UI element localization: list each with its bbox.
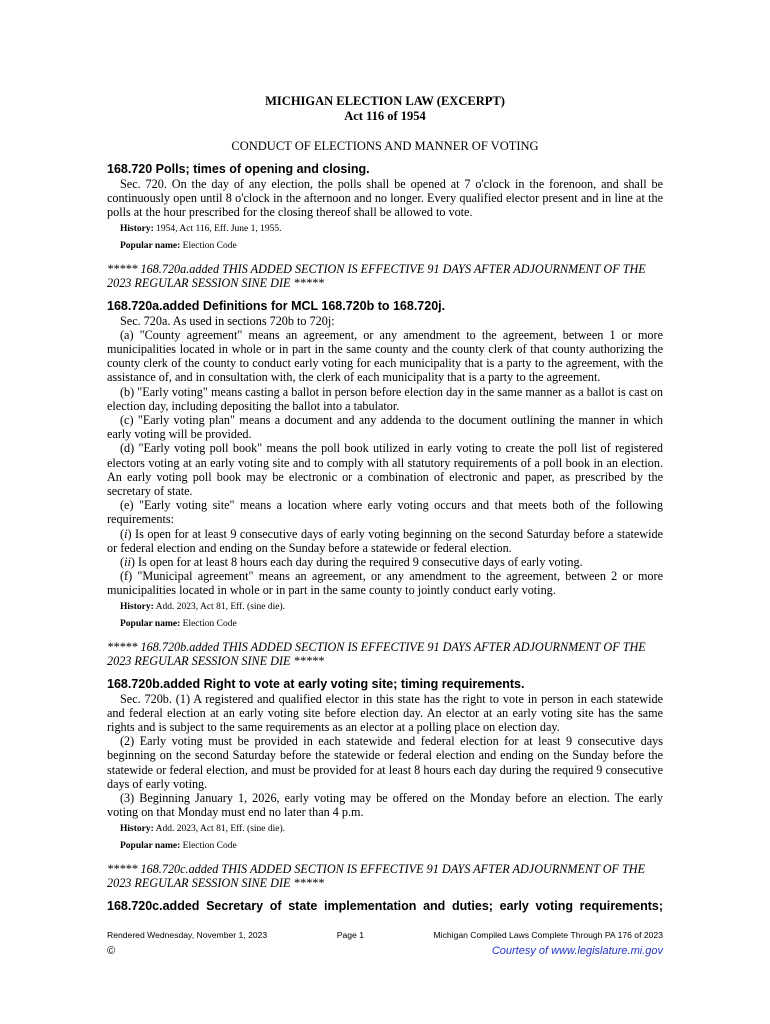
chapter-subheading: CONDUCT OF ELECTIONS AND MANNER OF VOTING: [231, 139, 539, 153]
history-text: Add. 2023, Act 81, Eff. (sine die).: [155, 601, 286, 612]
courtesy-link[interactable]: Courtesy of www.legislature.mi.gov: [491, 945, 663, 957]
document-body: [107, 94, 663, 914]
history-line: [120, 601, 663, 613]
definition-f: (f) "Municipal agreement" means an agreement, or any amendment to the agreement, between 2 or more municipalities located in whole or in part in the same county to jointly conduct early voting.: [107, 569, 663, 598]
history-label: History:: [120, 223, 154, 234]
history-text: Add. 2023, Act 81, Eff. (sine die).: [155, 823, 286, 834]
popular-name-text: Election Code: [182, 240, 237, 251]
popular-name-text: Election Code: [182, 618, 237, 629]
subitem-text: Is open for at least 8 hours each day during the required 9 consecutive days of early voting.: [137, 555, 583, 570]
section-heading-720c: 168.720c.added Secretary of state implementation and duties; early voting requirements;: [107, 898, 663, 913]
definition-d: (d) "Early voting poll book" means the poll book utilized in early voting to create the poll list of registered electors voting at an early voting site and to comply with all statutory requirements of a poll book in an election. An early voting poll book may be electronic or a combination of electronic and paper, as prescribed by the secretary of state.: [107, 441, 663, 499]
section-720-text: Sec. 720. On the day of any election, the polls shall be opened at 7 o'clock in the forenoon, and shall be continuously open until 8 o'clock in the afternoon and no longer. Every qualified elector present and in line at the polls at the hour prescribed for the closing thereof shall be allowed to vote.: [107, 177, 663, 220]
history-line: [120, 223, 663, 235]
definition-e: (e) "Early voting site" means a location where early voting occurs and that meets both of the following requirements:: [107, 498, 663, 527]
page-number: Page 1: [336, 930, 364, 940]
section-heading-720b: 168.720b.added Right to vote at early voting site; timing requirements.: [107, 676, 525, 691]
definition-a: (a) "County agreement" means an agreement, or any amendment to the agreement, between 1 or more municipalities located in whole or in part in the same county and the county clerk of that county authorizing the county clerk of the county to conduct early voting for each municipality that is a party to the agreement, with the assistance of, and in consultation with, the clerk of each municipality that is a party to the agreement.: [107, 327, 663, 385]
section-heading-720: 168.720 Polls; times of opening and closing.: [107, 162, 370, 176]
subitem-number: ii: [124, 555, 131, 570]
section-720b-sub3: (3) Beginning January 1, 2026, early voting may be offered on the Monday before an election. The early voting on that Monday must end no later than 4 p.m.: [107, 791, 663, 820]
section-720b-sub1: Sec. 720b. (1) A registered and qualified elector in this state has the right to vote in person in each statewide and federal election at an early voting site before election day. An elector at an early voting site has the same rights and is subject to the same requirements as an elector at a polling place on election day.: [107, 691, 663, 735]
document-title: MICHIGAN ELECTION LAW (EXCERPT): [265, 94, 505, 108]
history-label: History:: [120, 601, 154, 612]
effective-notice: ***** 168.720b.added THIS ADDED SECTION IS EFFECTIVE 91 DAYS AFTER ADJOURNMENT OF THE 2023 REGULAR SESSION SINE DIE *****: [107, 639, 646, 669]
history-line: [120, 823, 663, 835]
popular-name-text: Election Code: [182, 840, 237, 851]
section-heading-720a: 168.720a.added Definitions for MCL 168.720b to 168.720j.: [107, 298, 446, 313]
copyright-symbol: ©: [107, 945, 116, 957]
effective-notice: ***** 168.720a.added THIS ADDED SECTION IS EFFECTIVE 91 DAYS AFTER ADJOURNMENT OF THE 2023 REGULAR SESSION SINE DIE *****: [107, 261, 646, 291]
rendered-date: Rendered Wednesday, November 1, 2023: [107, 930, 268, 940]
section-720b-sub2: (2) Early voting must be provided in each statewide and federal election for at least 9 consecutive days beginning on the second Saturday before the statewide or federal election and ending on the Sunday before the statewide or federal election, and must be provided for at least 8 hours each day during the required 9 consecutive days of early voting.: [107, 734, 663, 791]
subitem-text: Is open for at least 9 consecutive days of early voting beginning on the second Saturday before a statewide or federal election and ending on the Sunday before a statewide or federal election.: [107, 526, 663, 555]
popular-name-label: Popular name:: [120, 840, 181, 851]
page-footer: [107, 930, 663, 957]
definition-c: (c) "Early voting plan" means a document and any addenda to the document outlining the manner in which early voting will be provided.: [107, 413, 663, 442]
definition-e-i: (i) Is open for at least 9 consecutive days of early voting beginning on the second Saturday before a statewide or federal election and ending on the Sunday before a statewide or federal election.: [107, 526, 663, 555]
compiled-through: Michigan Compiled Laws Complete Through PA 176 of 2023: [433, 930, 663, 940]
history-text: 1954, Act 116, Eff. June 1, 1955.: [156, 223, 282, 234]
popular-name-label: Popular name:: [120, 240, 181, 251]
subitem-number: i: [124, 526, 128, 541]
definition-e-ii: (ii) Is open for at least 8 hours each day during the required 9 consecutive days of early voting.: [120, 555, 583, 570]
popular-name-line: [120, 840, 663, 852]
definition-b: (b) "Early voting" means casting a ballot in person before election day in the same manner as a ballot is cast on election day, including depositing the ballot into a tabulator.: [107, 384, 663, 413]
popular-name-line: [120, 618, 663, 630]
section-720a-intro: Sec. 720a. As used in sections 720b to 720j:: [120, 313, 335, 328]
effective-notice: ***** 168.720c.added THIS ADDED SECTION IS EFFECTIVE 91 DAYS AFTER ADJOURNMENT OF THE 2023 REGULAR SESSION SINE DIE *****: [107, 861, 646, 890]
popular-name-line: [120, 240, 663, 252]
act-number: Act 116 of 1954: [344, 109, 426, 123]
popular-name-label: Popular name:: [120, 618, 181, 629]
history-label: History:: [120, 823, 154, 834]
